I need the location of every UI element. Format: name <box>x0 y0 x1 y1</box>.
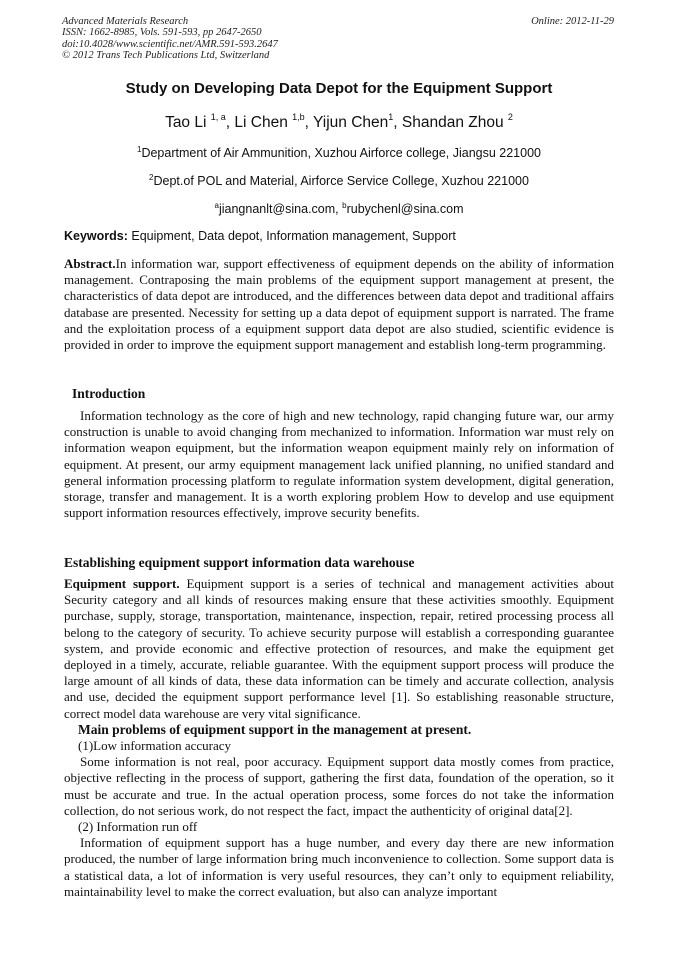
author-separator: , <box>304 114 313 131</box>
section-heading: Establishing equipment support information data warehouse <box>64 555 415 570</box>
abstract-label: Abstract. <box>64 256 116 271</box>
keywords-line <box>64 229 456 243</box>
keywords-text: Equipment, Data depot, Information management, Support <box>127 229 456 243</box>
affiliation-mark: 2 <box>149 173 154 182</box>
affiliation-1 <box>0 145 678 160</box>
email-mark: a <box>214 201 219 210</box>
online-date: Online: 2012-11-29 <box>531 16 614 27</box>
abstract <box>64 256 614 353</box>
paragraph-text: Equipment support is a series of technical and management activities about Security category and all kinds of resources making ensure that these activities smoothly. Equipment purchase, supply, storage, transportation, maintenance, inspection, repair, retired processing process all belong to the category of security. To achieve security purpose will establish a corresponding guarantee system, and provide economic and effective protection of resources, and make the equipment get deployed in a timely, accurate, reliable guarantee. With the equipment support process will produce the large amount of all kinds of data, these data information can be timely and accurate collection, analysis and use, decided the equipment support performance level [1]. So establishing reasonable structure, correct model data warehouse are very vital significance. <box>64 576 615 721</box>
author-name: Tao Li <box>165 114 207 131</box>
introduction-heading: Introduction <box>72 386 146 401</box>
subsection-heading: Main problems of equipment support in the management at present. <box>78 721 472 737</box>
journal-header <box>62 16 278 61</box>
doi-line: doi:10.4028/www.scientific.net/AMR.591-593.2647 <box>62 38 278 50</box>
list-item-label: (2) Information run off <box>78 819 198 835</box>
list-item-text: Some information is not real, poor accuracy. Equipment support data mostly comes from practice, objective reflecting in the process of support, gathering the first data, foundation of the operation, so it must be accurate and true. In the actual operation process, some forces do not take the information collection, do not serious work, do not respect the fact, impact the authenticity of original data[2]. <box>64 754 614 818</box>
affiliation-2 <box>0 173 678 188</box>
affiliation-text: Department of Air Ammunition, Xuzhou Airforce college, Jiangsu 221000 <box>141 146 541 160</box>
issn-line: ISSN: 1662-8985, Vols. 591-593, pp 2647-2650 <box>62 27 262 39</box>
author-name: Shandan Zhou <box>401 114 504 131</box>
journal-name: Advanced Materials Research <box>62 16 189 27</box>
author-affil-mark: 1, a <box>210 112 226 122</box>
email-line <box>0 201 678 216</box>
author-affil-mark: 2 <box>507 112 513 122</box>
email-address: jiangnanlt@sina.com, <box>218 202 343 216</box>
author-affil-mark: 1,b <box>292 112 305 122</box>
affiliation-mark: 1 <box>137 145 142 154</box>
paper-title: Study on Developing Data Depot for the Equipment Support <box>125 80 553 97</box>
introduction-paragraph: Information technology as the core of high and new technology, rapid changing future war, our army construction is unable to avoid changing from mechanized to information. Information war must rely on information weapon equipment, but the information weapon equipment mainly rely on information of equipment. At present, our army equipment management lack unified planning, no unified standard and general information processing platform to regulate information system development, digital generation, storage, transfer and management. It is a worth exploring problem How to develop and use equipment support information resources effectively, improve security benefits. <box>64 408 614 521</box>
list-item-label: (1)Low information accuracy <box>78 738 232 754</box>
email-mark: b <box>342 201 347 210</box>
list-item-text: Information of equipment support has a huge number, and every day there are new information produced, the number of large information bring much inconvenience to collection. Some support data is a statistical data, a lot of information is very useful resources, they can’t only to equipment reliability, maintainability level to make the correct evaluation, but also can analyze important <box>64 835 614 899</box>
introduction-body <box>64 408 614 521</box>
author-name: Yijun Chen <box>313 114 389 131</box>
keywords-label: Keywords: <box>64 229 128 243</box>
copyright-line: © 2012 Trans Tech Publications Ltd, Switzerland <box>62 49 270 61</box>
author-list <box>0 112 678 132</box>
author-name: Li Chen <box>234 114 288 131</box>
paragraph-lead-label: Equipment support. <box>64 576 180 591</box>
author-separator: , <box>393 114 402 131</box>
abstract-text: In information war, support effectiveness of equipment depends on the ability of information management. Contraposing the main problems of the equipment support management at present, the characteristics of data depot are introduced, and the differences between data depot and traditional affairs database are presented. Necessity for setting up a data depot of equipment support is narrated. The frame and the exploitation process of a equipment support data depot are also studied, scientific evidence is provided in order to improve the equipment support management and establish long-term programming. <box>64 256 614 353</box>
affiliation-text: Dept.of POL and Material, Airforce Service College, Xuzhou 221000 <box>153 174 529 188</box>
email-address: rubychenl@sina.com <box>346 202 464 216</box>
section-body <box>64 576 614 900</box>
author-affil-mark: 1 <box>388 112 394 122</box>
author-separator: , <box>225 114 235 131</box>
